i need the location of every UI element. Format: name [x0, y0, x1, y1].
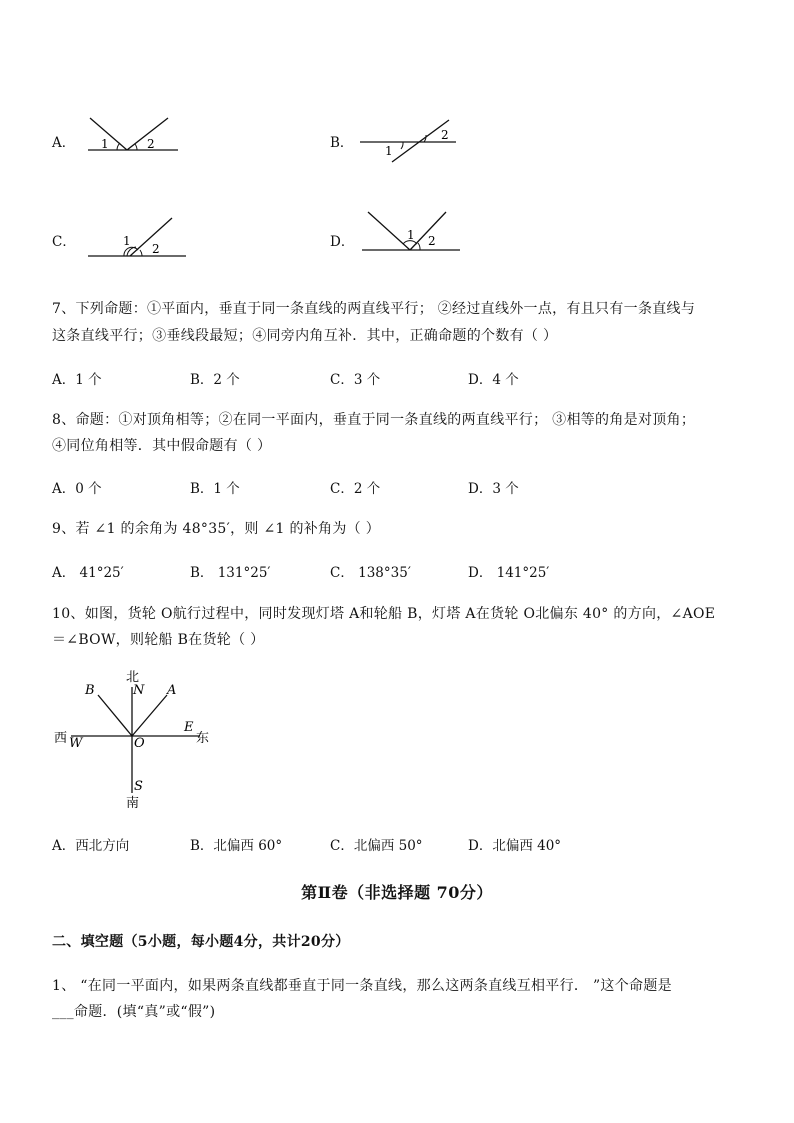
option-b[interactable]: B．2 个: [190, 372, 240, 388]
option-d[interactable]: D．北偏西 40°: [468, 838, 562, 854]
option-c[interactable]: C．2 个: [330, 481, 381, 497]
angle-figure: [352, 112, 462, 164]
point-a-label: A: [167, 683, 177, 698]
point-b-label: B: [85, 683, 95, 698]
angle-2-label: 2: [441, 128, 449, 142]
west-chinese-label: 西: [54, 731, 68, 746]
east-chinese-label: 东: [196, 731, 210, 746]
question-10-line-1: 10、如图，货轮 O航行过程中，同时发现灯塔 A和轮船 B，灯塔 A在货轮 O北偏东 40° 的方向，∠AOE: [52, 606, 716, 622]
option-a[interactable]: A．西北方向: [52, 838, 130, 854]
south-letter-label: S: [134, 779, 143, 794]
angle-2-label: 2: [152, 242, 160, 256]
option-b[interactable]: B．1 个: [190, 481, 240, 497]
option-c[interactable]: C．3 个: [330, 372, 381, 388]
angle-1-label: 1: [385, 144, 393, 158]
origin-o-label: O: [134, 736, 145, 751]
angle-2-label: 2: [147, 137, 155, 151]
south-chinese-label: 南: [126, 796, 140, 811]
option-a[interactable]: A． 41°25′: [52, 565, 124, 581]
west-letter-label: W: [69, 736, 83, 751]
question-7-line-2: 这条直线平行；③垂线段最短；④同旁内角互补．其中，正确命题的个数有（ ）: [52, 328, 558, 344]
option-letter: D．: [330, 234, 355, 250]
section-heading: 二、填空题（5小题，每小题4分，共计20分）: [52, 934, 350, 950]
east-letter-label: E: [184, 720, 194, 735]
option-b[interactable]: B．北偏西 60°: [190, 838, 283, 854]
option-c[interactable]: C． 138°35′: [330, 565, 411, 581]
option-a[interactable]: A．1 个: [52, 372, 102, 388]
north-chinese-label: 北: [126, 670, 140, 685]
option-letter: B．: [330, 135, 354, 151]
north-letter-label: N: [133, 683, 145, 698]
angle-1-label: 1: [123, 234, 131, 248]
angle-figure: [80, 212, 190, 262]
option-letter: C．: [52, 234, 76, 250]
option-letter: A．: [52, 135, 76, 151]
angle-1-label: 1: [101, 137, 109, 151]
question-8-line-2: ④同位角相等．其中假命题有（ ）: [52, 438, 272, 454]
part-2-title: 第Ⅱ卷（非选择题 70分）: [301, 883, 493, 902]
option-b[interactable]: B． 131°25′: [190, 565, 271, 581]
option-c[interactable]: C．北偏西 50°: [330, 838, 423, 854]
angle-1-label: 1: [407, 228, 415, 242]
question-8-line-1: 8、命题：①对顶角相等；②在同一平面内，垂直于同一条直线的两直线平行； ③相等的角是对顶角；: [52, 412, 696, 428]
angle-2-label: 2: [428, 234, 436, 248]
option-d[interactable]: D．4 个: [468, 372, 519, 388]
option-d[interactable]: D． 141°25′: [468, 565, 550, 581]
question-7-line-1: 7、下列命题：①平面内，垂直于同一条直线的两直线平行； ②经过直线外一点，有且只有一条直线与: [52, 301, 696, 317]
option-d[interactable]: D．3 个: [468, 481, 519, 497]
fill-question-1-line-2: ___命题．(填“真”或“假”): [52, 1004, 216, 1020]
question-9-line-1: 9、若 ∠1 的余角为 48°35′，则 ∠1 的补角为（ ）: [52, 521, 380, 537]
question-10-line-2: ＝∠BOW，则轮船 B在货轮（ ）: [52, 632, 265, 648]
compass-diagram: [50, 665, 220, 813]
angle-figure: [358, 206, 468, 258]
fill-question-1-line-1: 1、 “在同一平面内，如果两条直线都垂直于同一条直线，那么这两条直线互相平行． ”这个命题是: [52, 978, 672, 994]
option-a[interactable]: A．0 个: [52, 481, 102, 497]
angle-figure: [80, 110, 190, 160]
